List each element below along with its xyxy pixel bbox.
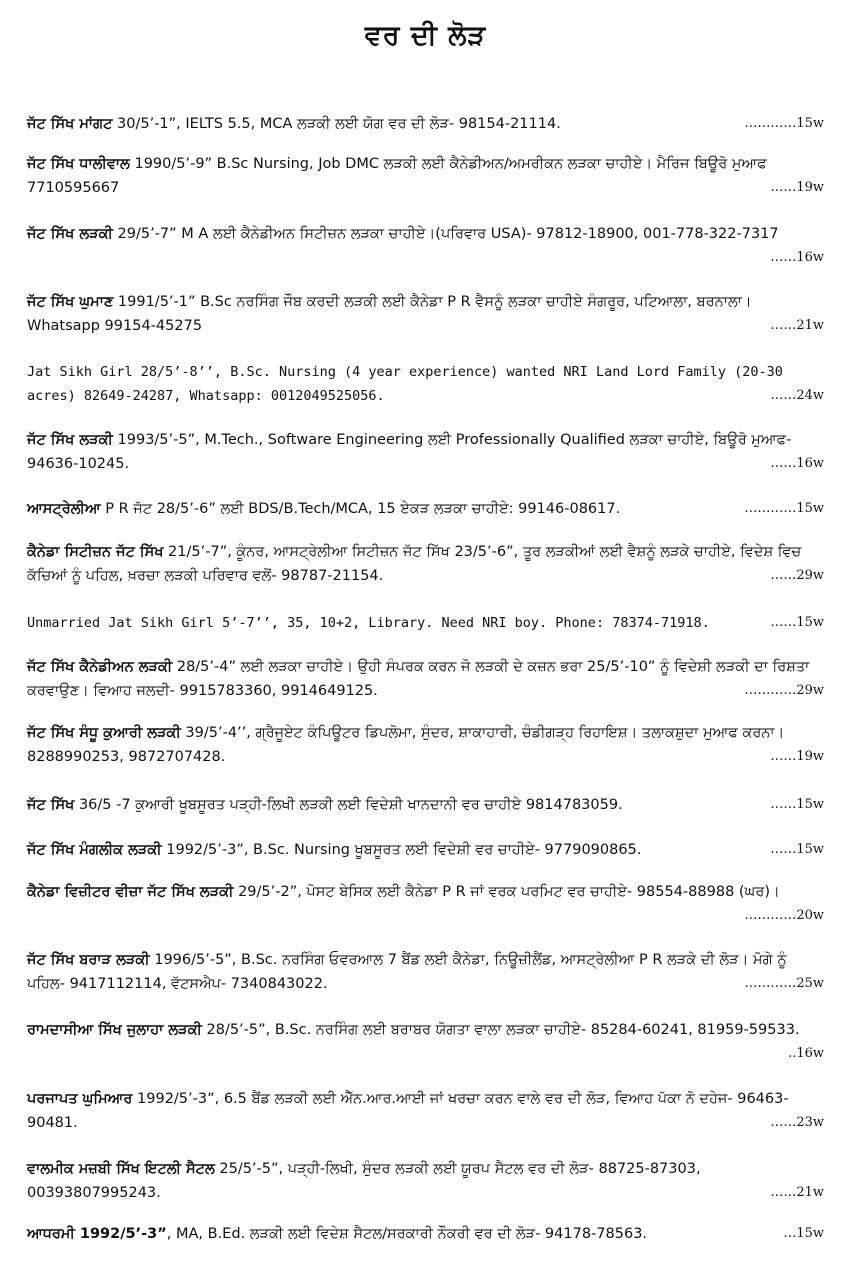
listing-text: 1996/5’-5”, B.Sc. ਨਰਸਿੰਗ ਓਵਰਆਲ 7 ਬੈਂਡ ਲਈ ਕੈਨੇਡਾ, ਨਿਊਜ਼ੀਲੈਂਡ, ਆਸਟ੍ਰੇਲੀਆ P R ਲੜਕੇ ਦੀ ਲੋੜ। ਮੋਗੇ ਨੂੰ ਪਹਿਲ- 9417112114, ਵੱਟਸਐਪ- 7340843022. [27, 952, 787, 992]
listing-text: , MA, B.Ed. ਲੜਕੀ ਲਈ ਵਿਦੇਸ਼ ਸੈਟਲ/ਸਰਕਾਰੀ ਨੌਕਰੀ ਵਰ ਦੀ ਲੋੜ- 94178-78563. [166, 1226, 648, 1242]
listing-code: …………25w [744, 976, 824, 991]
listing-code: ……16w [770, 456, 824, 471]
listing-code: ……24w [770, 388, 824, 403]
listing-lead: ਜੱਟ ਸਿੱਖ ਧਾਲੀਵਾਲ [27, 156, 130, 172]
listing-item [27, 497, 824, 521]
listing-lead: ਆਸਟ੍ਰੇਲੀਆ [27, 501, 101, 517]
listing-item [27, 360, 824, 408]
listing-item [27, 1087, 824, 1135]
listing-code: ……23w [770, 1115, 824, 1130]
listing-item [27, 655, 824, 703]
listing-code: …………15w [744, 116, 824, 131]
page-title: ਵਰ ਦੀ ਲੋੜ [364, 20, 487, 51]
listing-item [27, 112, 824, 136]
listing-lead: ਜੱਟ ਸਿੱਖ ਲੜਕੀ [27, 432, 113, 448]
listing-text: 28/5’-5”, B.Sc. ਨਰਸਿੰਗ ਲਈ ਬਰਾਬਰ ਯੋਗਤਾ ਵਾਲਾ ਲੜਕਾ ਚਾਹੀਏ- 85284-60241, 81959-59533. [201, 1022, 800, 1038]
listing-lead: ਜੱਟ ਸਿੱਖ ਸੰਧੂ ਕੁਆਰੀ ਲੜਕੀ [27, 725, 181, 741]
listing-text: 1991/5’-1” B.Sc ਨਰਸਿੰਗ ਜੌਬ ਕਰਦੀ ਲੜਕੀ ਲਈ ਕੈਨੇਡਾ P R ਵੈਸਨੂੰ ਲੜਕਾ ਚਾਹੀਏ ਸੰਗਰੂਰ, ਪਟਿਆਲਾ, ਬਰਨਾਲਾ। Whatsapp 99154-45275 [27, 294, 752, 334]
listing-text: 1992/5’-3”, 6.5 ਬੈਂਡ ਲੜਕੀ ਲਈ ਐੱਨ.ਆਰ.ਆਈ ਜਾਂ ਖਰਚਾ ਕਰਨ ਵਾਲੇ ਵਰ ਦੀ ਲੋੜ, ਵਿਆਹ ਪੱਕਾ ਨੋ ਦਹੇਜ- 96463-90481. [27, 1091, 789, 1131]
listing-item [27, 948, 824, 996]
listing-item [27, 611, 824, 635]
listing-lead: ਕੈਨੇਡਾ ਵਿਜ਼ੀਟਰ ਵੀਜ਼ਾ ਜੱਟ ਸਿੱਖ ਲੜਕੀ [27, 884, 234, 900]
listing-text: 1993/5’-5”, M.Tech., Software Engineering ਲਈ Professionally Qualified ਲੜਕਾ ਚਾਹੀਏ, ਬਿਊਰੋ ਮੁਆਫ- 94636-10245. [27, 432, 792, 472]
listing-lead: ਰਾਮਦਾਸੀਆ ਸਿੱਖ ਜੁਲਾਹਾ ਲੜਕੀ [27, 1022, 202, 1038]
listing-text: Jat Sikh Girl 28/5’-8’’, B.Sc. Nursing (4 year experience) wanted NRI Land Lord Family (20-30 acres) 82649-24287, Whatsapp: 0012049525056. [27, 364, 783, 404]
listing-code: ……19w [770, 180, 824, 195]
listing-lead: ਜੱਟ ਸਿੱਖ ਕੈਨੇਡੀਅਨ ਲੜਕੀ [27, 659, 173, 675]
listing-lead: ਜੱਟ ਸਿੱਖ ਮਾਂਗਟ [27, 116, 113, 132]
listing-code: ……21w [770, 318, 824, 333]
listing-item [27, 793, 824, 817]
listing-text: 28/5’-4” ਲਈ ਲੜਕਾ ਚਾਹੀਏ। ਉਹੀ ਸੰਪਰਕ ਕਰਨ ਜੋ ਲੜਕੀ ਦੇ ਕਜ਼ਨ ਭਰਾ 25/5’-10” ਨੂੰ ਵਿਦੇਸ਼ੀ ਲੜਕੀ ਦਾ ਰਿਸ਼ਤਾ ਕਰਵਾਉਣ। ਵਿਆਹ ਜਲਦੀ- 9915783360, 9914649125. [27, 659, 810, 699]
listing-code: ……19w [770, 749, 824, 764]
listing-code: ……15w [770, 615, 824, 630]
listing-item [27, 290, 824, 338]
listing-text: 1990/5’-9” B.Sc Nursing, Job DMC ਲੜਕੀ ਲਈ ਕੈਨੇਡੀਅਨ/ਅਮਰੀਕਨ ਲੜਕਾ ਚਾਹੀਏ। ਮੈਰਿਜ ਬਿਊਰੋ ਮੁਆਫ 7710595667 [27, 156, 767, 196]
listing-text: 36/5 -7 ਕੁਆਰੀ ਖੂਬਸੂਰਤ ਪੜ੍ਹੀ-ਲਿਖੀ ਲੜਕੀ ਲਈ ਵਿਦੇਸ਼ੀ ਖਾਨਦਾਨੀ ਵਰ ਚਾਹੀਏ 9814783059. [74, 797, 623, 813]
listing-text: 25/5’-5”, ਪੜ੍ਹੀ-ਲਿਖੀ, ਸੁੰਦਰ ਲੜਕੀ ਲਈ ਯੂਰਪ ਸੈਟਲ ਵਰ ਦੀ ਲੋੜ- 88725-87303, 00393807995243. [27, 1161, 701, 1201]
listing-text: 30/5’-1”, IELTS 5.5, MCA ਲੜਕੀ ਲਈ ਯੋਗ ਵਰ ਦੀ ਲੋੜ- 98154-21114. [112, 116, 561, 132]
listing-item [27, 880, 824, 928]
listing-code: …15w [783, 1226, 824, 1241]
listing-code: ……21w [770, 1185, 824, 1200]
listing-item [27, 428, 824, 476]
listing-item [27, 222, 824, 270]
listing-item [27, 540, 824, 588]
listing-text: P R ਜੱਟ 28/5’-6” ਲਈ BDS/B.Tech/MCA, 15 ਏਕੜ ਲੜਕਾ ਚਾਹੀਏ: 99146-08617. [100, 501, 621, 517]
listing-code: ……16w [770, 250, 824, 265]
listing-code: …………20w [744, 908, 824, 923]
listing-lead: ਪਰਜਾਪਤ ਘੁਮਿਆਰ [27, 1091, 133, 1107]
listing-text: 1992/5’-3”, B.Sc. Nursing ਖੂਬਸੂਰਤ ਲਈ ਵਿਦੇਸ਼ੀ ਵਰ ਚਾਹੀਏ- 9779090865. [161, 842, 642, 858]
listing-text: 21/5’-7”, ਕੂੰਨਰ, ਆਸਟ੍ਰੇਲੀਆ ਸਿਟੀਜ਼ਨ ਜੱਟ ਸਿੱਖ 23/5’-6”, ਤੂਰ ਲੜਕੀਆਂ ਲਈ ਵੈਸ਼ਨੂੰ ਲੜਕੇ ਚਾਹੀਏ, ਵਿਦੇਸ਼ ਵਿਚ ਕੱਚਿਆਂ ਨੂੰ ਪਹਿਲ, ਖ਼ਰਚਾ ਲੜਕੀ ਪਰਿਵਾਰ ਵਲੋਂ- 98787-21154. [27, 544, 802, 584]
listing-item [27, 1018, 824, 1066]
listing-lead: ਜੱਟ ਸਿੱਖ ਮੰਗਲੀਕ ਲੜਕੀ [27, 842, 162, 858]
listing-item [27, 838, 824, 862]
listing-item [27, 721, 824, 769]
listing-lead: ਜੱਟ ਸਿੱਖ [27, 797, 75, 813]
listing-text: 39/5’-4’’, ਗ੍ਰੈਜੂਏਟ ਕੰਪਿਊਟਰ ਡਿਪਲੋਮਾ, ਸੁੰਦਰ, ਸ਼ਾਕਾਹਾਰੀ, ਚੰਡੀਗੜ੍ਹ ਰਿਹਾਇਸ਼। ਤਲਾਕਸ਼ੁਦਾ ਮੁਆਫ ਕਰਨਾ। 8288990253, 9872707428. [27, 725, 785, 765]
listing-lead: ਕੈਨੇਡਾ ਸਿਟੀਜ਼ਨ ਜੱਟ ਸਿੱਖ [27, 544, 164, 560]
listing-lead: ਜੱਟ ਸਿੱਖ ਘੁਮਾਣ [27, 294, 114, 310]
listing-lead: ਵਾਲਮੀਕ ਮਜ਼ਬੀ ਸਿੱਖ ਇਟਲੀ ਸੈਟਲ [27, 1161, 215, 1177]
listing-text: 29/5’-2”, ਪੋਸਟ ਬੇਸਿਕ ਲਈ ਕੈਨੇਡਾ P R ਜਾਂ ਵਰਕ ਪਰਮਿਟ ਵਰ ਚਾਹੀਏ- 98554-88988 (ਘਰ)। [233, 884, 780, 900]
listing-lead: ਜੱਟ ਸਿੱਖ ਬਰਾੜ ਲੜਕੀ [27, 952, 150, 968]
listing-lead: ਜੱਟ ਸਿੱਖ ਲੜਕੀ [27, 226, 113, 242]
listing-item [27, 1157, 824, 1205]
listing-code: …………29w [744, 683, 824, 698]
listing-item [27, 152, 824, 200]
listing-code: ……15w [770, 797, 824, 812]
listing-text: Unmarried Jat Sikh Girl 5’-7’’, 35, 10+2, Library. Need NRI boy. Phone: 78374-71918. [27, 615, 710, 631]
listing-text: 29/5’-7” M A ਲਈ ਕੈਨੇਡੀਅਨ ਸਿਟੀਜ਼ਨ ਲੜਕਾ ਚਾਹੀਏ।(ਪਰਿਵਾਰ USA)- 97812-18900, 001-778-322-7317 [112, 226, 779, 242]
listing-code: ……15w [770, 842, 824, 857]
listing-code: ..16w [788, 1046, 824, 1061]
listing-item [27, 1222, 824, 1246]
listing-code: ……29w [770, 568, 824, 583]
listing-code: …………15w [744, 501, 824, 516]
listing-lead: ਆਧਰਮੀ 1992/5’-3” [27, 1226, 167, 1242]
